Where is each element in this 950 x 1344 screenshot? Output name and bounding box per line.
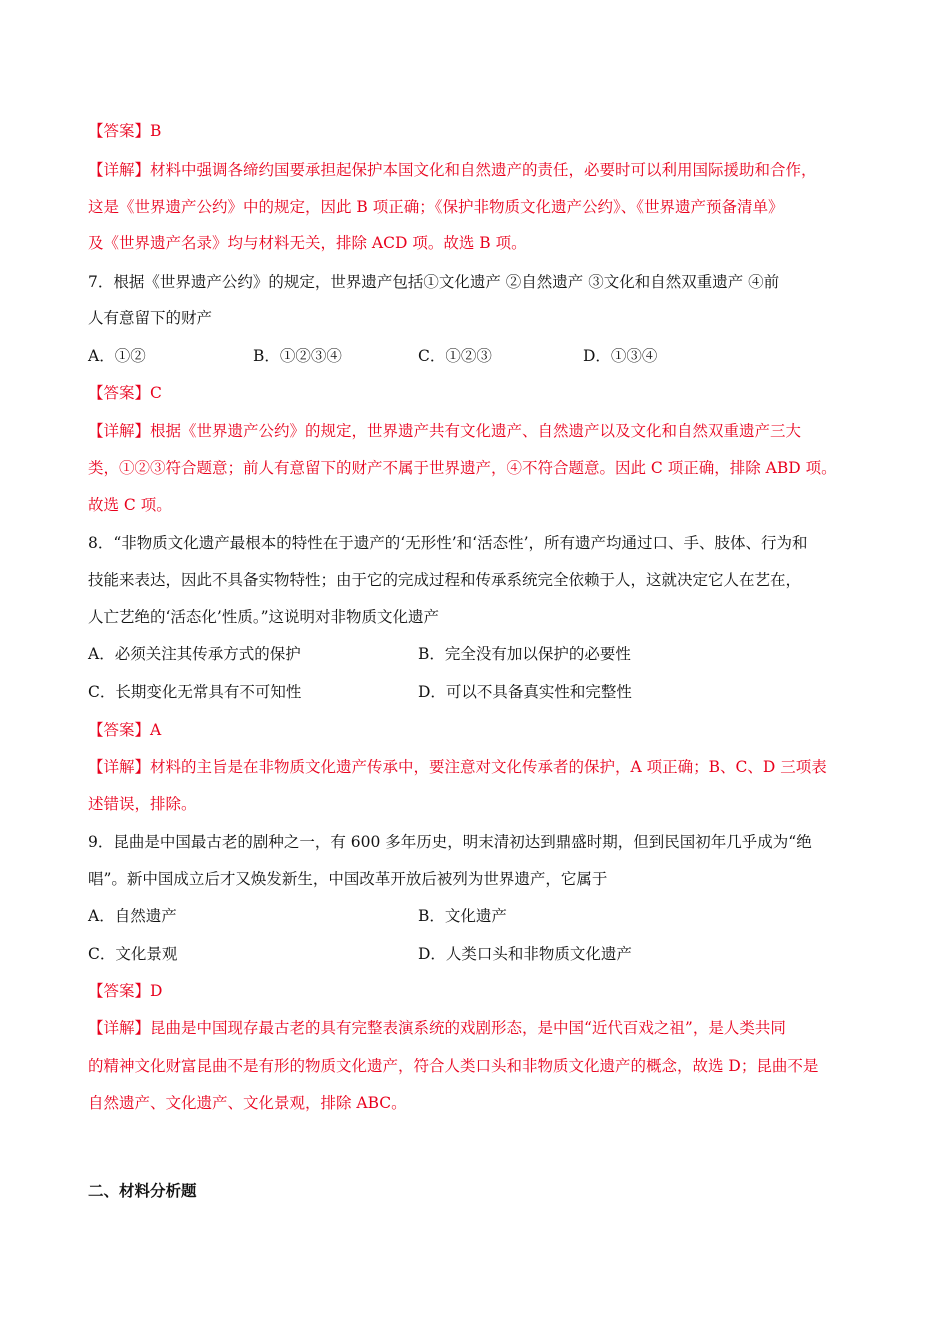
q7-detail-line: 【详解】根据《世界遗产公约》的规定，世界遗产共有文化遗产、自然遗产以及文化和自然双重遗产三大 [88, 422, 802, 440]
q7-stem-line: 人有意留下的财产 [88, 309, 213, 327]
q7-option-d: D．①③④ [583, 347, 658, 365]
q9-option-c: C．文化景观 [88, 945, 178, 963]
q9-option-a: A．自然遗产 [88, 907, 177, 925]
q8-option-c: C．长期变化无常具有不可知性 [88, 683, 302, 701]
q9-stem-line: 唱”。新中国成立后才又焕发新生，中国改革开放后被列为世界遗产，它属于 [88, 870, 608, 888]
q6-answer: 【答案】B [88, 122, 162, 140]
q8-stem-line: 8．“非物质文化遗产最根本的特性在于遗产的‘无形性’和‘活态性’，所有遗产均通过口、手、肢体、行为和 [88, 534, 808, 552]
q7-detail-line: 类，①②③符合题意；前人有意留下的财产不属于世界遗产，④不符合题意。因此 C 项正确，排除 ABD 项。 [88, 459, 837, 477]
section-title: 二、材料分析题 [88, 1181, 197, 1200]
q9-detail-line: 的精神文化财富昆曲不是有形的物质文化遗产，符合人类口头和非物质文化遗产的概念，故选 D；昆曲不是 [88, 1057, 819, 1075]
q7-stem-line: 7．根据《世界遗产公约》的规定，世界遗产包括①文化遗产 ②自然遗产 ③文化和自然双重遗产 ④前 [88, 273, 780, 291]
q7-option-c: C．①②③ [418, 347, 492, 365]
q9-detail-line: 【详解】昆曲是中国现存最古老的具有完整表演系统的戏剧形态，是中国“近代百戏之祖”，是人类共同 [88, 1019, 786, 1037]
q9-detail-line: 自然遗产、文化遗产、文化景观，排除 ABC。 [88, 1094, 407, 1112]
q8-answer: 【答案】A [88, 721, 162, 739]
q8-option-a: A．必须关注其传承方式的保护 [88, 645, 301, 663]
q9-option-b: B．文化遗产 [418, 907, 507, 925]
q8-stem-line: 技能来表达，因此不具备实物特性；由于它的完成过程和传承系统完全依赖于人，这就决定它人在艺在， [88, 571, 802, 589]
q6-detail-line: 及《世界遗产名录》均与材料无关，排除 ACD 项。故选 B 项。 [88, 234, 527, 252]
q7-detail-line: 故选 C 项。 [88, 496, 172, 514]
q9-option-d: D．人类口头和非物质文化遗产 [418, 945, 632, 963]
q8-detail-line: 【详解】材料的主旨是在非物质文化遗产传承中，要注意对文化传承者的保护，A 项正确；B、C、D 三项表 [88, 758, 827, 776]
q7-answer: 【答案】C [88, 384, 162, 402]
q7-option-b: B．①②③④ [253, 347, 342, 365]
q6-detail-line: 这是《世界遗产公约》中的规定，因此 B 项正确；《保护非物质文化遗产公约》、《世界遗产预备清单》 [88, 198, 784, 216]
q9-answer: 【答案】D [88, 982, 163, 1000]
q7-option-a: A．①② [88, 347, 146, 365]
q8-stem-line: 人亡艺绝的‘活态化’性质。”这说明对非物质文化遗产 [88, 608, 440, 626]
q8-detail-line: 述错误，排除。 [88, 795, 197, 813]
q6-detail-line: 【详解】材料中强调各缔约国要承担起保护本国文化和自然遗产的责任，必要时可以利用国际援助和合作， [88, 161, 817, 179]
q8-option-b: B．完全没有加以保护的必要性 [418, 645, 631, 663]
q8-option-d: D．可以不具备真实性和完整性 [418, 683, 632, 701]
q9-stem-line: 9．昆曲是中国最古老的剧种之一，有 600 多年历史，明末清初达到鼎盛时期，但到民国初年几乎成为“绝 [88, 833, 812, 851]
